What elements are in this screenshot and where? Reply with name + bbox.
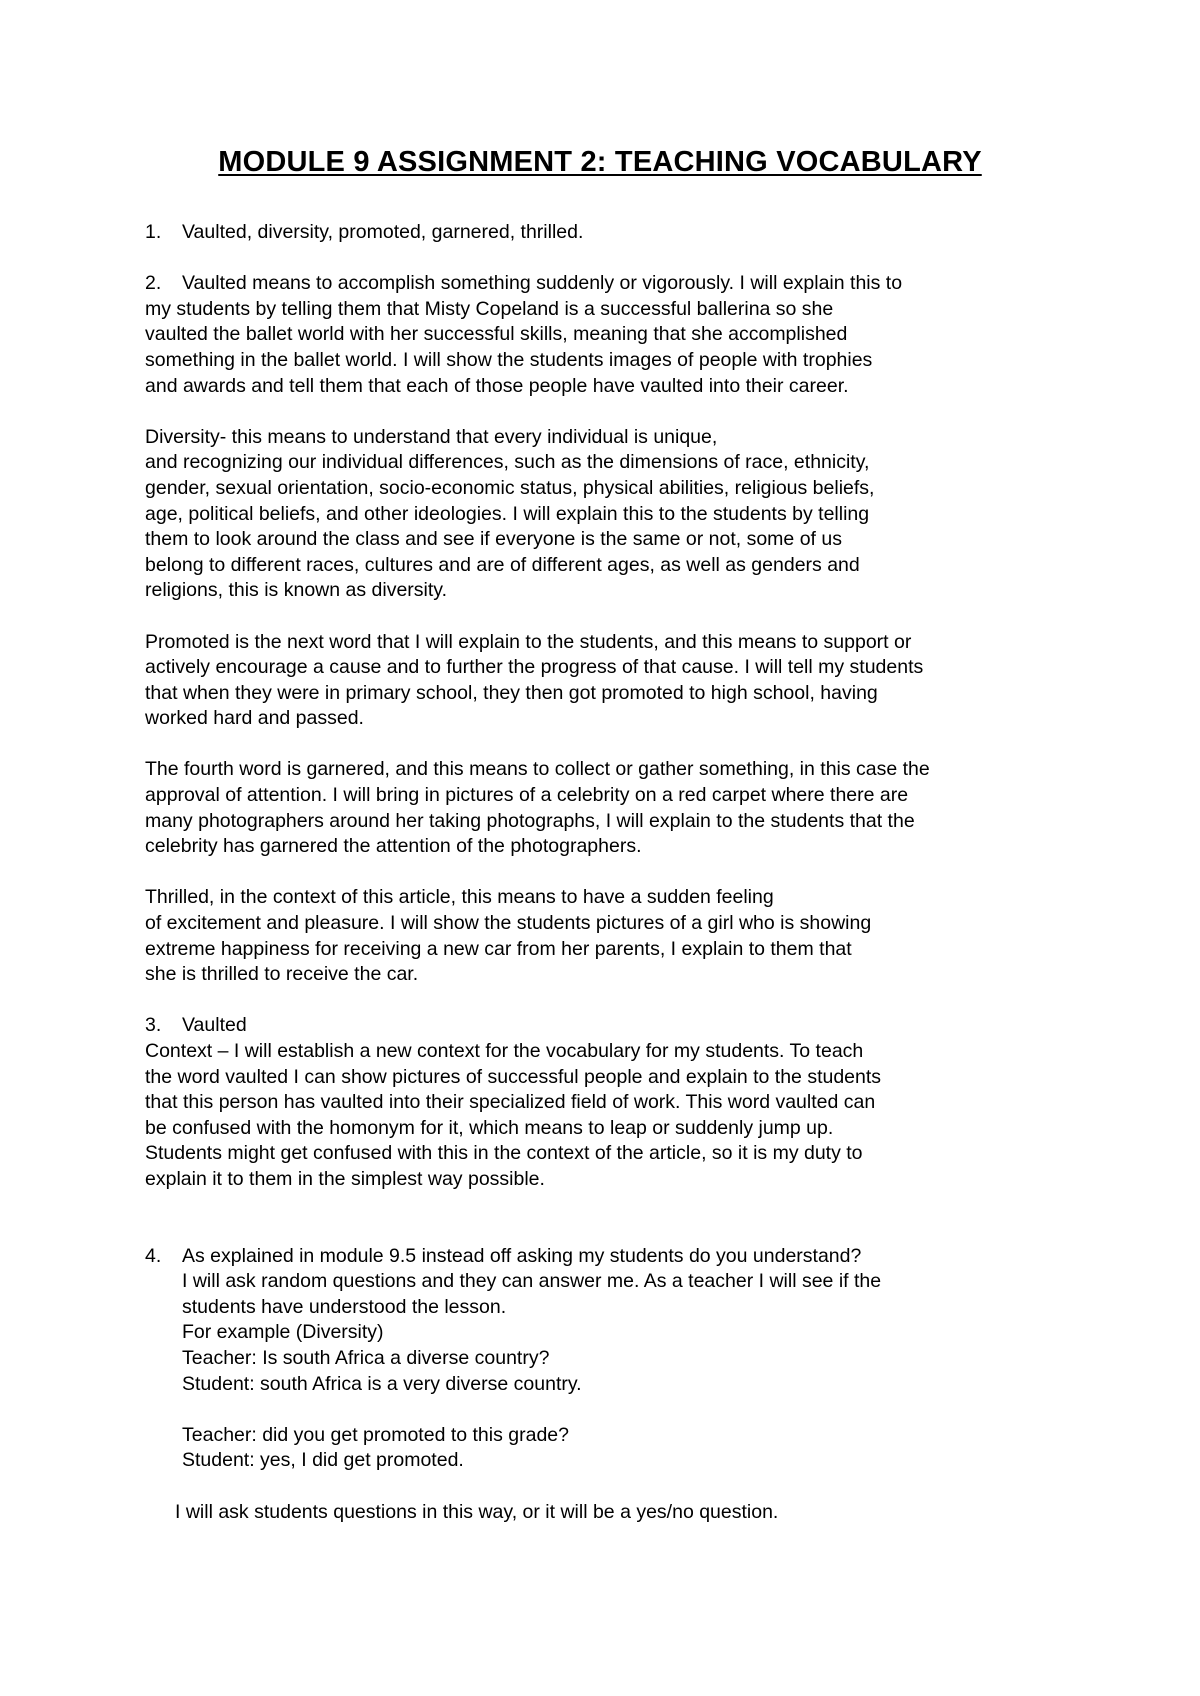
paragraph-line: Diversity- this means to understand that every individual is unique,	[145, 425, 718, 448]
paragraph-line: For example (Diversity)	[182, 1321, 384, 1344]
paragraph-line: Context – I will establish a new context for the vocabulary for my students. To teach	[145, 1040, 864, 1062]
paragraph-line: that when they were in primary school, they then got promoted to high school, having	[145, 681, 878, 704]
paragraph-line: my students by telling them that Misty Copeland is a successful ballerina so she	[145, 297, 834, 320]
paragraph-line: she is thrilled to receive the car.	[145, 963, 419, 986]
paragraph-line: vaulted the ballet world with her successful skills, meaning that she accomplished	[145, 323, 848, 346]
paragraph-line: age, political beliefs, and other ideologies. I will explain this to the students by telling	[145, 502, 870, 525]
promoted-paragraph	[145, 630, 1055, 732]
paragraph-line: and recognizing our individual differences, such as the dimensions of race, ethnicity,	[145, 451, 870, 474]
thrilled-paragraph	[145, 885, 1055, 987]
paragraph-line: religions, this is known as diversity.	[145, 579, 448, 602]
paragraph-line: extreme happiness for receiving a new car from her parents, I explain to them that	[145, 937, 852, 960]
question-2-vaulted	[145, 271, 1055, 399]
paragraph-line: them to look around the class and see if everyone is the same or not, some of us	[145, 528, 842, 551]
paragraph-line: I will ask random questions and they can answer me. As a teacher I will see if the	[182, 1270, 882, 1293]
question-1	[145, 220, 1055, 246]
page-title: MODULE 9 ASSIGNMENT 2: TEACHING VOCABULARY	[218, 146, 982, 178]
dialogue-line: Teacher: Is south Africa a diverse country?	[182, 1346, 550, 1369]
closing-line: I will ask students questions in this way, or it will be a yes/no question.	[175, 1500, 779, 1523]
paragraph-line: 2. Vaulted means to accomplish something suddenly or vigorously. I will explain this to	[145, 271, 1055, 297]
paragraph-line: of excitement and pleasure. I will show the students pictures of a girl who is showing	[145, 912, 872, 935]
paragraph-line: 4. As explained in module 9.5 instead off asking my students do you understand?	[145, 1244, 1055, 1270]
paragraph-line: many photographers around her taking photographs, I will explain to the students that the	[145, 809, 915, 832]
dialogue-line: Teacher: did you get promoted to this grade?	[182, 1423, 569, 1446]
paragraph-line: Thrilled, in the context of this article, this means to have a sudden feeling	[145, 886, 774, 909]
question-3	[145, 1013, 1055, 1192]
paragraph-line: Students might get confused with this in the context of the article, so it is my duty to	[145, 1142, 863, 1165]
diversity-paragraph	[145, 425, 1055, 604]
garnered-paragraph	[145, 757, 1055, 859]
question-3-number: 3.	[145, 1014, 162, 1037]
paragraph-line: approval of attention. I will bring in pictures of a celebrity on a red carpet where there are	[145, 784, 909, 807]
paragraph-line: belong to different races, cultures and are of different ages, as well as genders and	[145, 553, 860, 576]
paragraph-line: that this person has vaulted into their specialized field of work. This word vaulted can	[145, 1091, 876, 1114]
paragraph-line: be confused with the homonym for it, which means to leap or suddenly jump up.	[145, 1116, 834, 1139]
question-4-dialogue-2	[145, 1423, 1055, 1474]
paragraph-line: gender, sexual orientation, socio-economic status, physical abilities, religious beliefs,	[145, 476, 875, 499]
paragraph-line: Promoted is the next word that I will explain to the students, and this means to support or	[145, 630, 912, 653]
paragraph-line: something in the ballet world. I will show the students images of people with trophies	[145, 348, 873, 371]
paragraph-line: students have understood the lesson.	[182, 1295, 507, 1318]
question-3-heading: 3. Vaulted	[145, 1013, 1055, 1039]
paragraph-line: worked hard and passed.	[145, 707, 364, 730]
dialogue-line: Student: south Africa is a very diverse country.	[182, 1372, 582, 1395]
question-4	[145, 1244, 1055, 1398]
document-body	[145, 220, 1055, 1551]
paragraph-line: and awards and tell them that each of those people have vaulted into their career.	[145, 374, 849, 397]
paragraph-line: the word vaulted I can show pictures of successful people and explain to the students	[145, 1065, 882, 1088]
dialogue-line: Student: yes, I did get promoted.	[182, 1449, 464, 1472]
question-1-number: 1.	[145, 221, 162, 243]
paragraph-line: The fourth word is garnered, and this means to collect or gather something, in this case the	[145, 758, 930, 781]
question-1-text: Vaulted, diversity, promoted, garnered, thrilled.	[182, 221, 584, 243]
paragraph-line: celebrity has garnered the attention of the photographers.	[145, 835, 642, 858]
paragraph-line: actively encourage a cause and to further the progress of that cause. I will tell my students	[145, 656, 924, 679]
question-2-number: 2.	[145, 272, 162, 295]
paragraph-line: explain it to them in the simplest way possible.	[145, 1167, 545, 1190]
question-4-number: 4.	[145, 1244, 162, 1267]
